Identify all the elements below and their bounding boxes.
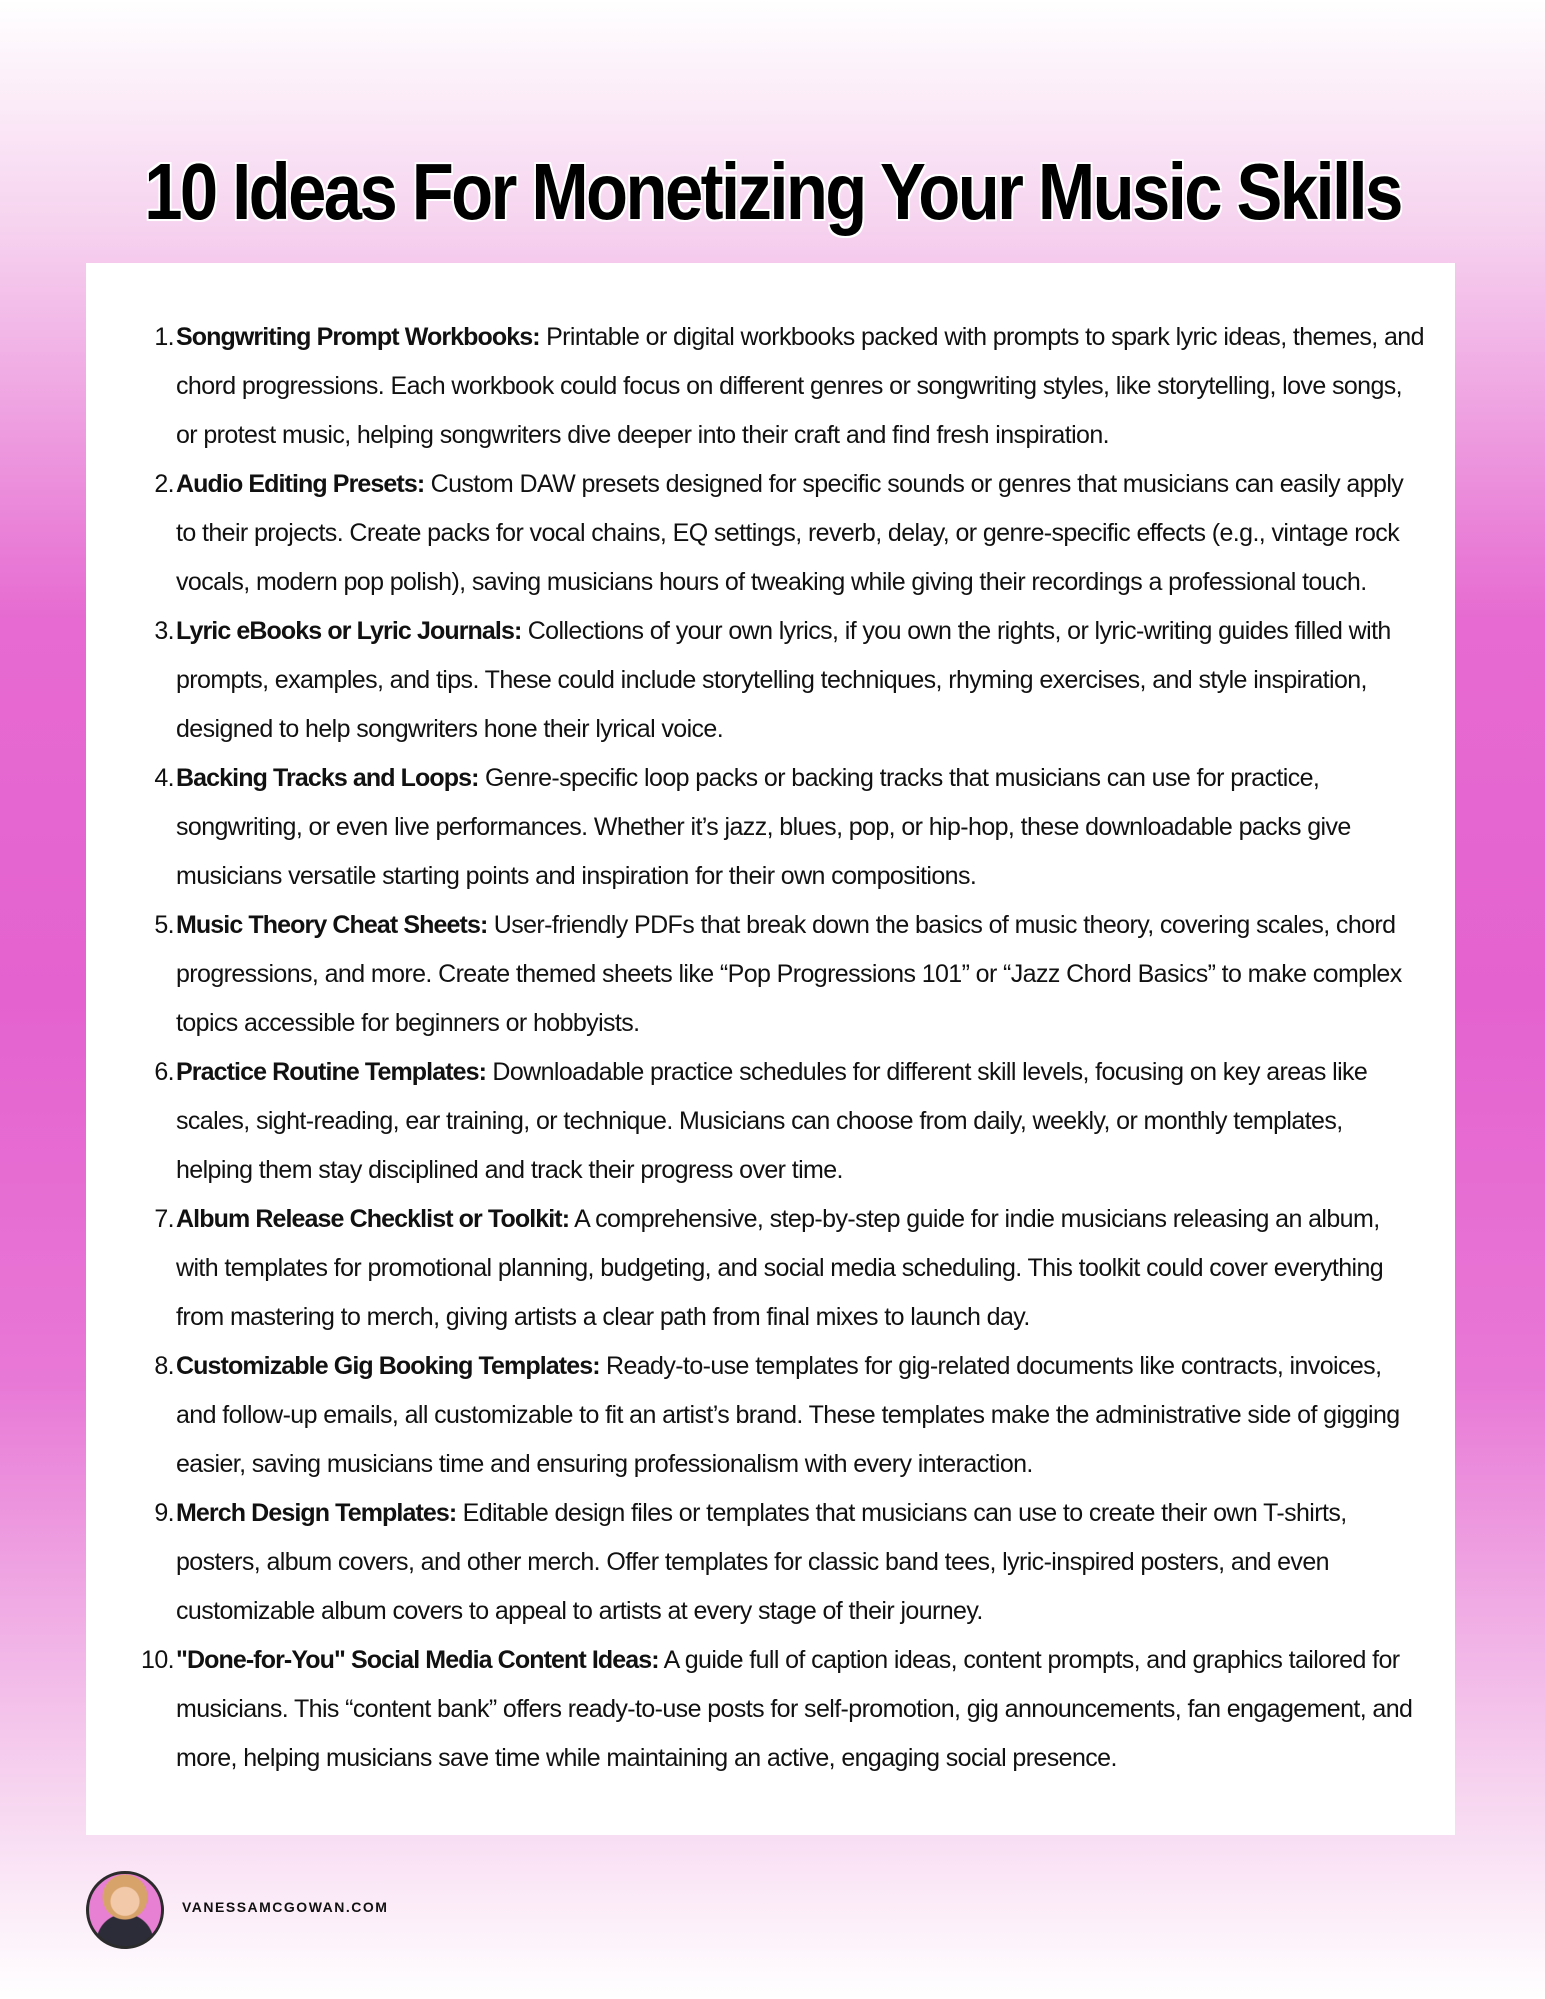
page-title: 10 Ideas For Monetizing Your Music Skills bbox=[144, 146, 1401, 236]
item-number: 5. bbox=[154, 911, 174, 939]
list-item bbox=[86, 754, 1425, 901]
item-body: Printable or digital workbooks packed with prompts to spark lyric ideas, themes, and chord progressions. Each workbook could focus on different genres or songwriting styles, like storytelling, love songs, or protest music, helping songwriters dive deeper into their craft and find fresh inspiration. bbox=[176, 323, 1424, 449]
list-item bbox=[86, 1195, 1425, 1342]
item-heading: Album Release Checklist or Toolkit: bbox=[176, 1205, 570, 1233]
item-number: 8. bbox=[154, 1352, 174, 1380]
item-body: Collections of your own lyrics, if you own the rights, or lyric-writing guides filled with prompts, examples, and tips. These could include storytelling techniques, rhyming exercises, and style inspiration, designed to help songwriters hone their lyrical voice. bbox=[176, 617, 1391, 743]
item-body: Ready-to-use templates for gig-related documents like contracts, invoices, and follow-up emails, all customizable to fit an artist’s brand. These templates make the administrative side of gigging easier, saving musicians time and ensuring professionalism with every interaction. bbox=[176, 1352, 1400, 1478]
item-number: 1. bbox=[154, 323, 174, 351]
item-body: A comprehensive, step-by-step guide for indie musicians releasing an album, with templates for promotional planning, budgeting, and social media scheduling. This toolkit could cover everything from mastering to merch, giving artists a clear path from final mixes to launch day. bbox=[176, 1205, 1384, 1331]
item-number: 6. bbox=[154, 1058, 174, 1086]
ideas-list bbox=[86, 313, 1425, 1783]
item-number: 4. bbox=[154, 764, 174, 792]
item-number: 9. bbox=[154, 1499, 174, 1527]
item-heading: Practice Routine Templates: bbox=[176, 1058, 487, 1086]
item-heading: Backing Tracks and Loops: bbox=[176, 764, 479, 792]
website-label: VANESSAMCGOWAN.COM bbox=[182, 1899, 389, 1915]
item-body: A guide full of caption ideas, content prompts, and graphics tailored for musicians. This “content bank” offers ready-to-use posts for self-promotion, gig announcements, fan engagement, and more, helping musicians save time while maintaining an active, engaging social presence. bbox=[176, 1646, 1413, 1772]
item-heading: Merch Design Templates: bbox=[176, 1499, 457, 1527]
item-heading: Audio Editing Presets: bbox=[176, 470, 425, 498]
avatar bbox=[86, 1871, 164, 1949]
list-item bbox=[86, 313, 1425, 460]
item-heading: "Done-for-You" Social Media Content Ideas: bbox=[176, 1646, 659, 1674]
item-body: Custom DAW presets designed for specific sounds or genres that musicians can easily apply to their projects. Create packs for vocal chains, EQ settings, reverb, delay, or genre-specific effects (e.g., vintage rock vocals, modern pop polish), saving musicians hours of tweaking while giving their recordings a professional touch. bbox=[176, 470, 1404, 596]
item-body: Editable design files or templates that musicians can use to create their own T-shirts, posters, album covers, and other merch. Offer templates for classic band tees, lyric-inspired posters, and even customizable album covers to appeal to artists at every stage of their journey. bbox=[176, 1499, 1347, 1625]
list-item bbox=[86, 1636, 1425, 1783]
list-item bbox=[86, 1048, 1425, 1195]
list-item bbox=[86, 460, 1425, 607]
list-item bbox=[86, 1489, 1425, 1636]
item-heading: Customizable Gig Booking Templates: bbox=[176, 1352, 600, 1380]
item-body: User-friendly PDFs that break down the basics of music theory, covering scales, chord progressions, and more. Create themed sheets like “Pop Progressions 101” or “Jazz Chord Basics” to make complex topics accessible for beginners or hobbyists. bbox=[176, 911, 1402, 1037]
item-heading: Songwriting Prompt Workbooks: bbox=[176, 323, 540, 351]
item-heading: Music Theory Cheat Sheets: bbox=[176, 911, 488, 939]
item-number: 7. bbox=[154, 1205, 174, 1233]
item-number: 2. bbox=[154, 470, 174, 498]
list-item bbox=[86, 901, 1425, 1048]
item-number: 3. bbox=[154, 617, 174, 645]
item-body: Downloadable practice schedules for different skill levels, focusing on key areas like scales, sight-reading, ear training, or technique. Musicians can choose from daily, weekly, or monthly templates, helping them stay disciplined and track their progress over time. bbox=[176, 1058, 1368, 1184]
item-body: Genre-specific loop packs or backing tracks that musicians can use for practice, songwriting, or even live performances. Whether it’s jazz, blues, pop, or hip-hop, these downloadable packs give musicians versatile starting points and inspiration for their own compositions. bbox=[176, 764, 1351, 890]
list-item bbox=[86, 1342, 1425, 1489]
list-item bbox=[86, 607, 1425, 754]
item-heading: Lyric eBooks or Lyric Journals: bbox=[176, 617, 522, 645]
content-card bbox=[86, 263, 1455, 1835]
item-number: 10. bbox=[141, 1646, 174, 1674]
